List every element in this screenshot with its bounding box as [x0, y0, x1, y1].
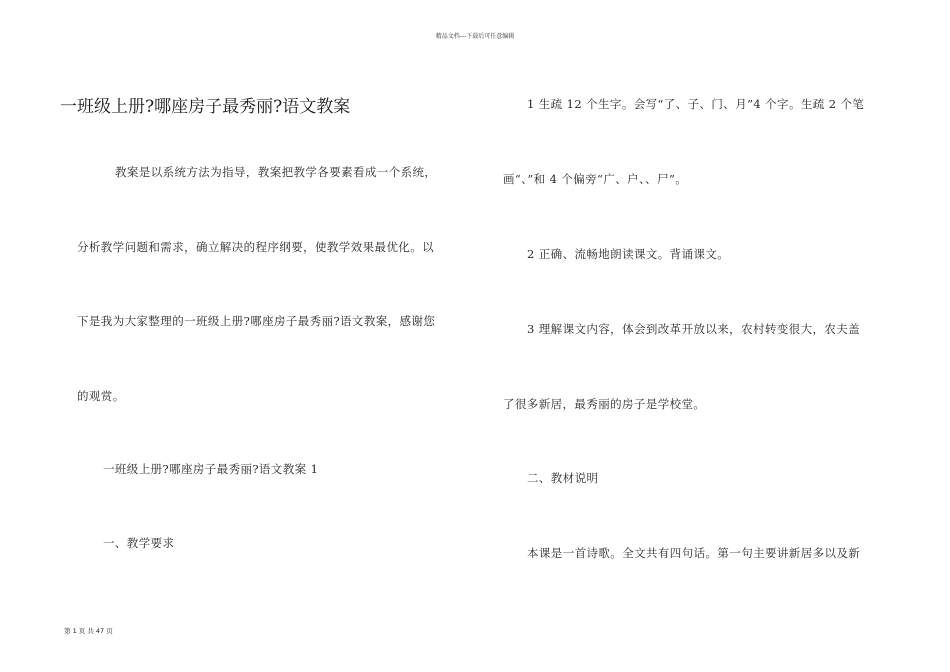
paragraph-line: 的观赏。	[77, 389, 125, 403]
page-number: 第 1 页 共 47 页	[64, 627, 113, 635]
section-heading: 一、教学要求	[103, 536, 175, 550]
paragraph-line: 1 生疏 12 个生字。会写“了、子、门、月”4 个字。生疏 2 个笔	[527, 97, 865, 111]
paragraph-line: 2 正确、流畅地朗读课文。背诵课文。	[527, 247, 730, 261]
section-heading: 二、教材说明	[527, 471, 599, 485]
header-note: 精品文档---下载后可任意编辑	[435, 33, 515, 40]
paragraph-line: 3 理解课文内容，体会到改革开放以来，农村转变很大，农夫盖	[527, 322, 861, 336]
paragraph-line: 画“、”和 4 个偏旁“广、户、、尸”。	[503, 172, 688, 186]
paragraph-line: 本课是一首诗歌。全文共有四句话。第一句主要讲新居多以及新	[527, 546, 861, 560]
section-heading: 一班级上册?哪座房子最秀丽?语文教案 1	[103, 462, 319, 476]
paragraph-line: 下是我为大家整理的一班级上册?哪座房子最秀丽?语文教案，感谢您	[77, 314, 436, 328]
paragraph-line: 分析教学问题和需求，确立解决的程序纲要，使教学效果最优化。以	[77, 240, 434, 254]
paragraph-line: 教案是以系统方法为指导，教案把教学各要素看成一个系统，	[115, 165, 437, 179]
paragraph-line: 了很多新居，最秀丽的房子是学校堂。	[503, 397, 706, 411]
document-title: 一班级上册?哪座房子最秀丽?语文教案	[60, 97, 351, 117]
